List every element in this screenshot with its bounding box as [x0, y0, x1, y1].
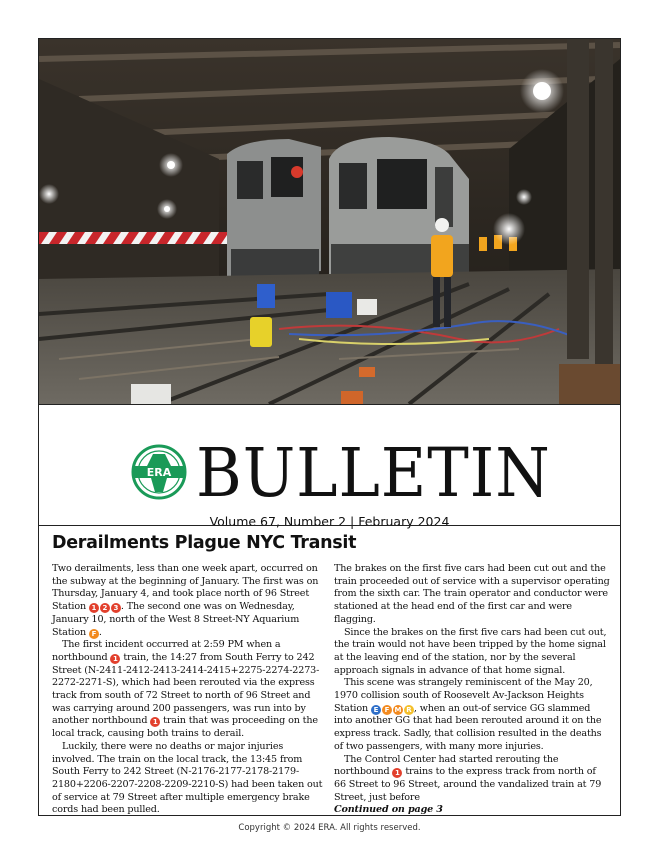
paragraph: The first incident occurred at 2:59 PM when a northbound 1 train, the 14:27 from South Ferry to 242 Street (N-2411-2412-2413-2414-2415+2275-2274-2273-2272-2271-S), which had been rerouted via the express track from south of 72 Street to north of 96 Street and was carrying around 200 passengers, was run into by another northbound 1 train that was proceeding on the local track, causing both trains to derail. [52, 639, 320, 740]
copyright-footer: Copyright © 2024 ERA. All rights reserved. [238, 823, 421, 833]
route-f-bullet-icon: F [382, 705, 392, 715]
publication-title: BULLETIN [196, 434, 551, 512]
masthead [39, 404, 620, 545]
continued-on-page-link[interactable]: Continued on page 3 [334, 804, 443, 816]
yellow-bucket [250, 317, 272, 347]
paragraph: The brakes on the first five cars had been cut out and the train proceeded out of service with a supervisor operating from the sixth car. The train operator and conductor were stationed at the head end of the first car and were flagging. [334, 563, 610, 625]
article-headline: Derailments Plague NYC Transit [52, 533, 357, 553]
issue-separator: | [350, 514, 355, 529]
route-f-bullet-icon: F [89, 629, 99, 639]
logo-text: ERA [146, 466, 172, 479]
issue-date: February 2024 [358, 514, 450, 529]
paragraph: The Control Center had started rerouting the northbound 1 trains to the express track from north of 66 Street to 96 Street, around the vandalized train at 79 Street, just before [334, 753, 602, 803]
paragraph: This scene was strangely reminiscent of the May 20, 1970 collision south of Roosevelt Av-Jackson Heights Station E F M R , when an out-of service GG slammed into another GG that had been rerouted around it on the express track. Sadly, that collision resulted in the deaths of two passengers, with many more injuries. [334, 677, 602, 752]
article-column-right [334, 563, 610, 816]
route-1-bullet-icon: 1 [89, 603, 99, 613]
route-2-bullet-icon: 2 [100, 603, 110, 613]
route-3-bullet-icon: 3 [111, 603, 121, 613]
route-1-bullet-icon: 1 [392, 768, 402, 778]
volume-number: Volume 67, Number 2 [209, 514, 347, 529]
era-logo-icon [131, 444, 187, 500]
cover-photo-subway-derailment [39, 39, 620, 404]
route-1-bullet-icon: 1 [110, 654, 120, 664]
route-m-bullet-icon: M [394, 705, 402, 714]
paragraph: Luckily, there were no deaths or major injuries involved. The train on the local track, the 13:45 from South Ferry to 242 Street (N-2176-2177-2178-2179-2180+2206-2207-2208-2209-2210-S) had been taken out of service at 79 Street after multiple emergency brake cords had been pulled. [52, 740, 323, 816]
route-1-bullet-icon: 1 [150, 717, 160, 727]
tunnel-photo-illustration [39, 39, 620, 404]
paragraph: Two derailments, less than one week apart, occurred on the subway at the beginning of January. The first was on Thursday, January 4, and took place north of 96 Street Station 1 2 3 . The second one was on Wednesday, January 10, north of the West 8 Street-NY Aquarium Station F . [52, 563, 319, 638]
newsletter-page [38, 38, 621, 816]
issue-line [39, 514, 620, 529]
route-e-bullet-icon: E [371, 705, 381, 715]
paragraph [334, 804, 610, 816]
article-column-left [52, 563, 328, 816]
subway-car-left [227, 139, 321, 279]
masthead-divider [39, 525, 620, 526]
paragraph: Since the brakes on the first five cars had been cut out, the train would not have been tripped by the home signal at the leaving end of the station, nor by the several approach signals in advance of that home signal. [334, 626, 607, 676]
route-r-bullet-icon: R [404, 705, 414, 715]
